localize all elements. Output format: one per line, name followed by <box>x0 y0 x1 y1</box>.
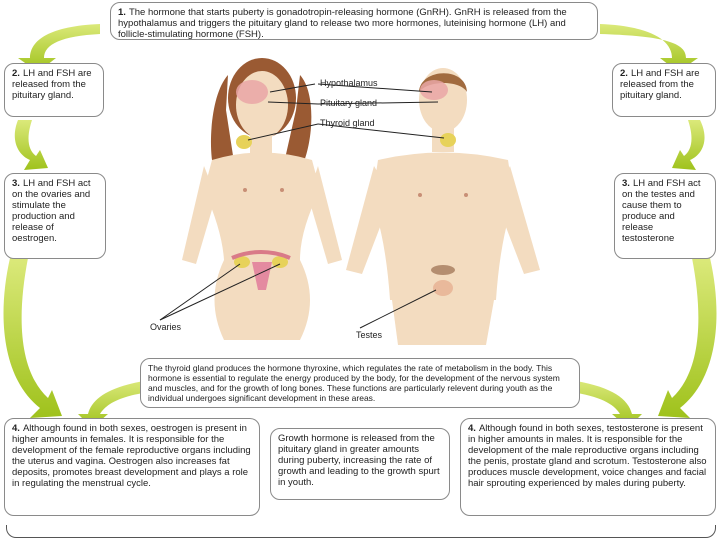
label-testes: Testes <box>356 330 383 340</box>
step-2-right-text: LH and FSH are released from the pituitary gland. <box>620 68 700 101</box>
growth-hormone-text: Growth hormone is released from the pituitary gland in greater amounts during puberty, increasing the rate of growth and leading to the growth spurt in youth. <box>278 433 440 488</box>
label-thyroid-gland: Thyroid gland <box>320 118 375 128</box>
thyroid-info-box <box>140 358 580 408</box>
step-1-box <box>110 2 598 40</box>
growth-hormone-box <box>270 428 450 500</box>
step-1-number: 1. <box>118 7 126 18</box>
arrow-2-to-3-right <box>672 120 705 170</box>
arrow-3-to-4-right <box>658 258 717 418</box>
step-3-right-text: LH and FSH act on the testes and cause them to produce and release testosterone <box>622 178 701 244</box>
label-pituitary-gland: Pituitary gland <box>320 98 378 108</box>
step-2-left-text: LH and FSH are released from the pituitary gland. <box>12 68 92 101</box>
label-hypothalamus: Hypothalamus <box>320 78 378 88</box>
label-ovaries: Ovaries <box>150 322 182 332</box>
step-3-left-text: LH and FSH act on the ovaries and stimulate the production and release of oestrogen. <box>12 178 91 244</box>
step-4-left-number: 4. <box>12 423 20 434</box>
step-3-left-number: 3. <box>12 178 20 189</box>
step-4-right-box <box>460 418 716 516</box>
step-4-right-number: 4. <box>468 423 476 434</box>
arrow-3-to-4-left <box>3 258 62 418</box>
step-2-left-box <box>4 63 104 117</box>
step-4-left-box <box>4 418 260 516</box>
step-3-right-box <box>614 173 716 259</box>
step-3-right-number: 3. <box>622 178 630 189</box>
arrow-2-to-3-left <box>15 120 48 170</box>
step-4-right-text: Although found in both sexes, testosterone is present in higher amounts in males. It is responsible for the development of the male reproductive organs including the penis, prostate gland and scrotum. Testosterone also produces muscle development, voice changes and facial hair sprouting experienced by males during puberty. <box>468 423 707 489</box>
step-1-text: The hormone that starts puberty is gonadotropin-releasing hormone (GnRH). GnRH is released from the hypothalamus and triggers the pituitary gland to release two more hormones, luteinising hormone (LH) and follicle-stimulating hormone (FSH). <box>118 7 567 40</box>
thyroid-info-text: The thyroid gland produces the hormone thyroxine, which regulates the rate of metabolism in the body. This hormone is essential to regulate the energy produced by the body, for the development of the nervous system and muscles, and for the growth of long bones. These functions are particularly relevent during youth as the individual undergoes significant development in these areas. <box>148 363 560 403</box>
female-figure <box>182 58 342 340</box>
step-4-left-text: Although found in both sexes, oestrogen is present in higher amounts in females. It is responsible for the development of the female reproductive organs including the uterus and vagina. Oestrogen also increases fat deposits, promotes breast development and plays a role in regulating the menstrual cycle. <box>12 423 251 489</box>
step-2-right-number: 2. <box>620 68 628 79</box>
step-2-left-number: 2. <box>12 68 20 79</box>
step-2-right-box <box>612 63 716 117</box>
bottom-frame <box>6 525 716 538</box>
male-figure <box>346 68 540 345</box>
step-3-left-box <box>4 173 106 259</box>
